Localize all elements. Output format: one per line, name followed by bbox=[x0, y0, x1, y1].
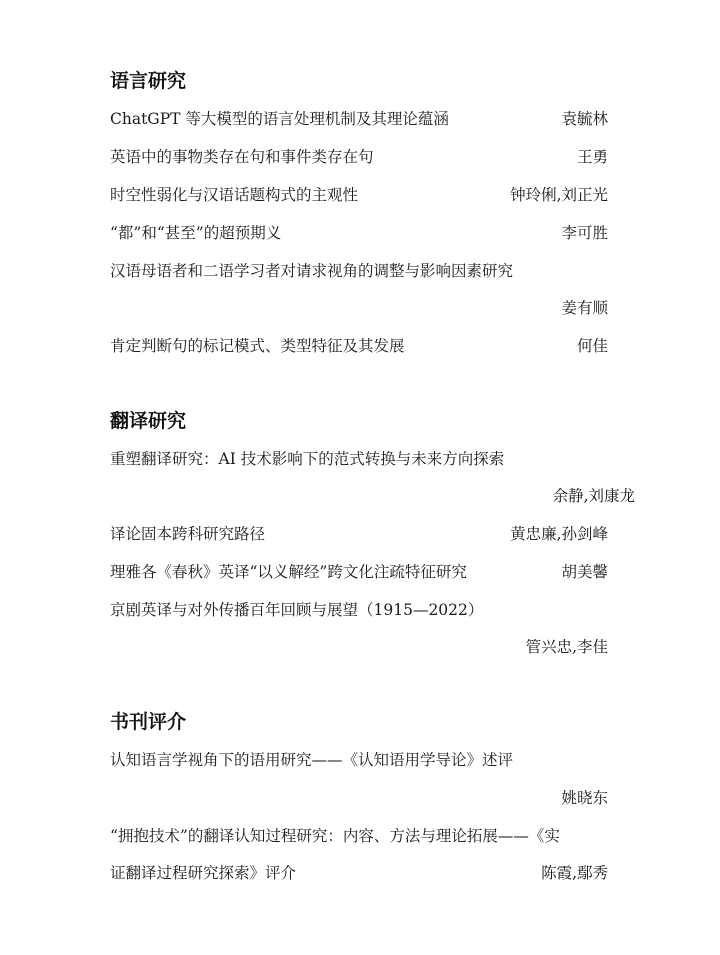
article-title: ChatGPT 等大模型的语言处理机制及其理论蕴涵 bbox=[110, 110, 449, 128]
article-author: 陈霞,鄢秀 bbox=[541, 864, 608, 882]
article-author: 黄忠廉,孙剑峰 bbox=[510, 525, 608, 543]
article-title: 重塑翻译研究：AI 技术影响下的范式转换与未来方向探索 bbox=[110, 450, 505, 468]
article-author: 胡美馨 bbox=[561, 563, 608, 581]
article-title: 京剧英译与对外传播百年回顾与展望（1915—2022） bbox=[110, 601, 484, 619]
article-author: 姚晓东 bbox=[561, 789, 608, 807]
article-author: 管兴忠,李佳 bbox=[525, 638, 608, 656]
article-author: 钟玲俐,刘正光 bbox=[510, 186, 608, 204]
article-author: 袁毓林 bbox=[561, 110, 608, 128]
article-author: 何佳 bbox=[576, 337, 608, 355]
article-title: 肯定判断句的标记模式、类型特征及其发展 bbox=[110, 337, 405, 355]
article-title: 英语中的事物类存在句和事件类存在句 bbox=[110, 148, 374, 166]
article-title: 汉语母语者和二语学习者对请求视角的调整与影响因素研究 bbox=[110, 262, 514, 280]
section-title-linguistics: 语言研究 bbox=[110, 70, 187, 92]
article-title: “都”和“甚至”的超预期义 bbox=[110, 224, 282, 242]
article-title-line1: “拥抱技术”的翻译认知过程研究：内容、方法与理论拓展——《实 bbox=[110, 827, 560, 845]
article-title: 认知语言学视角下的语用研究——《认知语用学导论》述评 bbox=[110, 751, 514, 769]
section-title-translation: 翻译研究 bbox=[110, 410, 187, 432]
article-title: 译论固本跨科研究路径 bbox=[110, 525, 266, 543]
section-title-book-reviews: 书刊评介 bbox=[110, 711, 187, 733]
article-author: 李可胜 bbox=[561, 224, 608, 242]
article-title: 时空性弱化与汉语话题构式的主观性 bbox=[110, 186, 359, 204]
article-author: 余静,刘康龙 bbox=[552, 487, 635, 505]
article-title: 理雅各《春秋》英译“以义解经”跨文化注疏特征研究 bbox=[110, 563, 467, 581]
article-author: 王勇 bbox=[576, 148, 608, 166]
article-title-line2: 证翻译过程研究探索》评介 bbox=[110, 864, 297, 882]
article-author: 姜有顺 bbox=[561, 299, 608, 317]
